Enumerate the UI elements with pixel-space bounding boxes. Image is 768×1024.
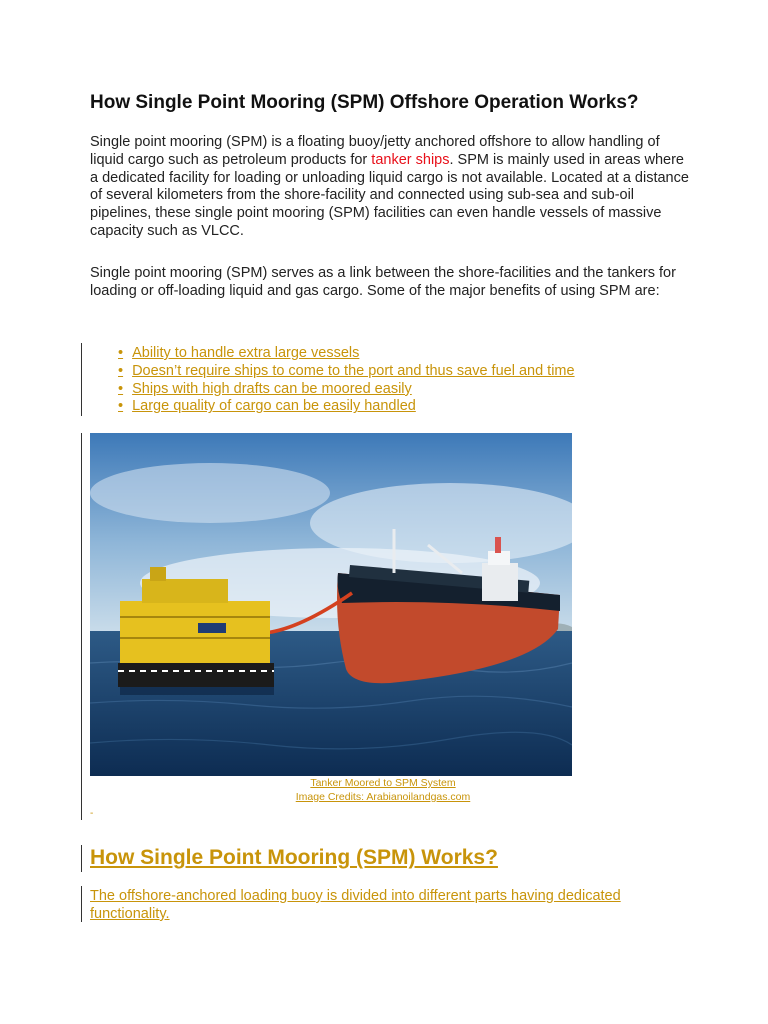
figure-caption (90, 776, 676, 804)
bullet-icon: • (118, 398, 124, 415)
section-paragraph[interactable]: The offshore-anchored loading buoy is divided into different parts having dedicated functionality. (90, 888, 621, 922)
change-bar (81, 886, 82, 922)
list-item[interactable] (118, 363, 575, 381)
page-title: How Single Point Mooring (SPM) Offshore Operation Works? (90, 92, 639, 113)
small-dash: - (90, 808, 94, 819)
bullet-icon: • (118, 345, 124, 361)
tanker-spm-photo (90, 433, 572, 776)
benefits-list (118, 345, 575, 416)
intro-text-after: . SPM is mainly used in areas where a dedicated facility for loading or unloading liquid cargo is not available. Located at a distance of several kilometers from the shore-facility and connected using sub-sea and sub-oil pipelines, these single point mooring (SPM) facilities can even handle vessels of massive capacity such as VLCC. (90, 151, 689, 239)
caption-title-link[interactable]: Tanker Moored to SPM System (310, 777, 456, 789)
intro-paragraph (90, 134, 690, 241)
bullet-icon: • (118, 362, 124, 379)
change-bar (81, 845, 82, 872)
intro-text-before: Single point mooring (SPM) is a floating buoy/jetty anchored offshore to allow handling of liquid cargo such as petroleum products for (90, 134, 660, 168)
list-item[interactable] (118, 381, 575, 399)
change-bar (81, 343, 82, 416)
change-bar (81, 433, 82, 820)
tanker-ships-link[interactable]: tanker ships (371, 151, 450, 168)
list-item-label: Doesn’t require ships to come to the port and thus save fuel and time (132, 362, 575, 379)
benefits-intro-paragraph: Single point mooring (SPM) serves as a link between the shore-facilities and the tankers for loading or off-loading liquid and gas cargo. Some of the major benefits of using SPM are: (90, 265, 676, 299)
list-item[interactable] (118, 345, 575, 363)
caption-credit-link[interactable]: Image Credits: Arabianoilandgas.com (295, 791, 471, 803)
list-item-label: Large quality of cargo can be easily handled (132, 398, 416, 415)
list-item-label: Ships with high drafts can be moored easily (132, 380, 412, 397)
bullet-icon: • (118, 380, 124, 397)
list-item-label: Ability to handle extra large vessels (132, 345, 360, 361)
list-item[interactable] (118, 398, 575, 416)
section-heading[interactable]: How Single Point Mooring (SPM) Works? (90, 846, 498, 869)
